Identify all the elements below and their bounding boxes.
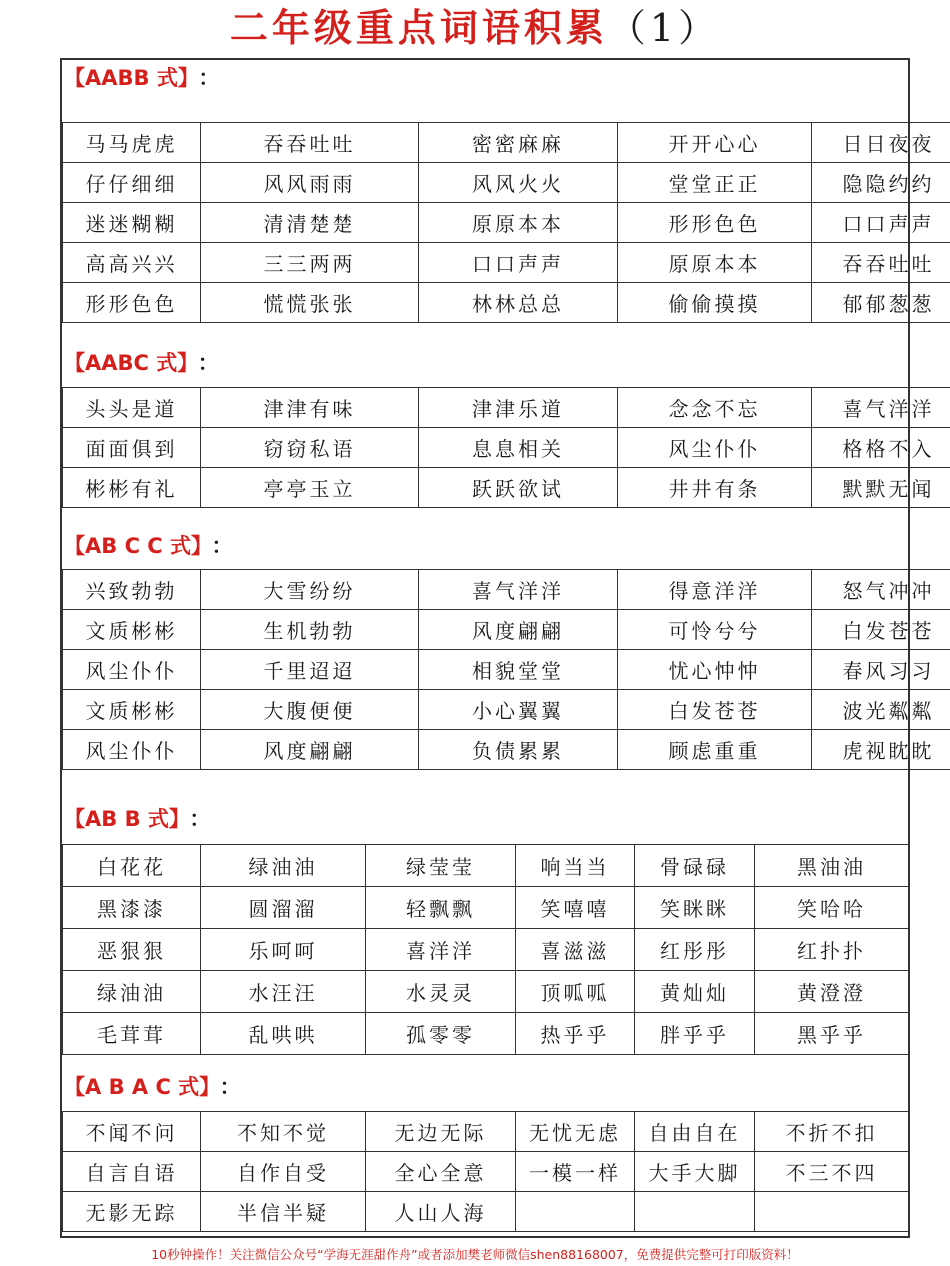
word-cell: 黑漆漆 — [63, 887, 201, 929]
word-cell: 红扑扑 — [755, 929, 909, 971]
word-cell: 隐隐约约 — [812, 163, 950, 203]
table-row — [63, 610, 950, 650]
section-header-label: 【AB B 式】 — [64, 807, 180, 831]
word-cell: 波光粼粼 — [812, 690, 950, 730]
word-cell: 白发苍苍 — [618, 690, 812, 730]
word-cell: 得意洋洋 — [618, 570, 812, 610]
table-row — [63, 730, 950, 770]
word-cell: 息息相关 — [419, 428, 618, 468]
word-cell: 轻飘飘 — [366, 887, 516, 929]
table-row — [63, 388, 950, 428]
word-cell: 自由自在 — [635, 1112, 755, 1152]
word-cell: 仔仔细细 — [63, 163, 201, 203]
word-cell: 笑嘻嘻 — [516, 887, 635, 929]
word-cell — [516, 1192, 635, 1232]
word-cell: 风风雨雨 — [201, 163, 419, 203]
word-cell: 风度翩翩 — [201, 730, 419, 770]
table-row — [63, 929, 909, 971]
word-table-aabb — [62, 122, 950, 323]
word-cell: 绿油油 — [63, 971, 201, 1013]
word-cell: 吞吞吐吐 — [812, 243, 950, 283]
word-cell: 红彤彤 — [635, 929, 755, 971]
word-cell: 乐呵呵 — [201, 929, 366, 971]
section-header-colon: ： — [198, 66, 220, 90]
table-row — [63, 1152, 909, 1192]
section-header-abb — [64, 803, 210, 835]
table-row — [63, 690, 950, 730]
word-cell: 笑眯眯 — [635, 887, 755, 929]
page-title-text: 二年级重点词语积累 — [229, 5, 608, 50]
word-cell: 无忧无虑 — [516, 1112, 635, 1152]
word-table-abac — [62, 1111, 909, 1232]
section-header-colon: ： — [197, 351, 219, 375]
word-cell: 慌慌张张 — [201, 283, 419, 323]
word-cell: 大腹便便 — [201, 690, 419, 730]
word-cell: 马马虎虎 — [63, 123, 201, 163]
word-table-abb — [62, 844, 909, 1055]
table-row — [63, 428, 950, 468]
word-cell: 春风习习 — [812, 650, 950, 690]
word-cell: 吞吞吐吐 — [201, 123, 419, 163]
word-cell: 迷迷糊糊 — [63, 203, 201, 243]
word-cell: 虎视眈眈 — [812, 730, 950, 770]
word-cell: 郁郁葱葱 — [812, 283, 950, 323]
section-header-label: 【AB C C 式】 — [64, 534, 202, 558]
word-cell: 堂堂正正 — [618, 163, 812, 203]
word-cell: 白发苍苍 — [812, 610, 950, 650]
word-cell: 胖乎乎 — [635, 1013, 755, 1055]
word-cell: 大手大脚 — [635, 1152, 755, 1192]
word-cell: 不折不扣 — [755, 1112, 909, 1152]
section-header-aabb — [64, 62, 219, 94]
word-cell: 原原本本 — [618, 243, 812, 283]
table-row — [63, 1112, 909, 1152]
word-cell: 黄灿灿 — [635, 971, 755, 1013]
word-cell: 风尘仆仆 — [63, 650, 201, 690]
word-cell: 黄澄澄 — [755, 971, 909, 1013]
section-header-aabc — [64, 347, 219, 379]
word-cell: 亭亭玉立 — [201, 468, 419, 508]
word-cell: 全心全意 — [366, 1152, 516, 1192]
word-cell: 自作自受 — [201, 1152, 366, 1192]
word-cell: 兴致勃勃 — [63, 570, 201, 610]
word-cell: 无影无踪 — [63, 1192, 201, 1232]
word-cell: 笑哈哈 — [755, 887, 909, 929]
table-row — [63, 650, 950, 690]
word-cell: 文质彬彬 — [63, 690, 201, 730]
word-cell: 面面俱到 — [63, 428, 201, 468]
section-header-abcc — [64, 530, 233, 562]
word-cell: 林林总总 — [419, 283, 618, 323]
word-cell: 头头是道 — [63, 388, 201, 428]
page-title — [0, 2, 950, 54]
word-table-aabc — [62, 387, 950, 508]
word-table-abcc — [62, 569, 950, 770]
table-row — [63, 887, 909, 929]
word-cell: 骨碌碌 — [635, 845, 755, 887]
word-cell: 忧心忡忡 — [618, 650, 812, 690]
word-cell: 喜洋洋 — [366, 929, 516, 971]
word-cell: 偷偷摸摸 — [618, 283, 812, 323]
word-cell: 绿莹莹 — [366, 845, 516, 887]
word-cell: 水灵灵 — [366, 971, 516, 1013]
word-cell: 热乎乎 — [516, 1013, 635, 1055]
word-cell — [755, 1192, 909, 1232]
table-row — [63, 243, 950, 283]
word-cell: 水汪汪 — [201, 971, 366, 1013]
word-cell: 响当当 — [516, 845, 635, 887]
word-cell: 清清楚楚 — [201, 203, 419, 243]
word-cell: 怒气冲冲 — [812, 570, 950, 610]
word-cell: 大雪纷纷 — [201, 570, 419, 610]
word-cell: 小心翼翼 — [419, 690, 618, 730]
word-cell: 口口声声 — [812, 203, 950, 243]
word-cell: 不知不觉 — [201, 1112, 366, 1152]
word-cell: 风尘仆仆 — [618, 428, 812, 468]
word-cell: 顾虑重重 — [618, 730, 812, 770]
word-cell: 孤零零 — [366, 1013, 516, 1055]
word-cell: 形形色色 — [63, 283, 201, 323]
word-cell: 井井有条 — [618, 468, 812, 508]
word-cell: 黑乎乎 — [755, 1013, 909, 1055]
word-cell: 风尘仆仆 — [63, 730, 201, 770]
word-cell: 恶狠狠 — [63, 929, 201, 971]
word-cell: 喜气洋洋 — [419, 570, 618, 610]
word-cell: 可怜兮兮 — [618, 610, 812, 650]
word-cell: 一模一样 — [516, 1152, 635, 1192]
table-row — [63, 845, 909, 887]
word-cell: 生机勃勃 — [201, 610, 419, 650]
word-cell: 自言自语 — [63, 1152, 201, 1192]
table-row — [63, 163, 950, 203]
word-cell: 窃窃私语 — [201, 428, 419, 468]
word-cell: 无边无际 — [366, 1112, 516, 1152]
word-cell: 喜滋滋 — [516, 929, 635, 971]
word-cell: 日日夜夜 — [812, 123, 950, 163]
word-cell: 默默无闻 — [812, 468, 950, 508]
word-cell: 津津乐道 — [419, 388, 618, 428]
table-row — [63, 971, 909, 1013]
word-cell: 人山人海 — [366, 1192, 516, 1232]
word-cell: 毛茸茸 — [63, 1013, 201, 1055]
word-cell: 念念不忘 — [618, 388, 812, 428]
word-cell: 三三两两 — [201, 243, 419, 283]
word-cell: 乱哄哄 — [201, 1013, 366, 1055]
section-header-abac — [64, 1071, 241, 1103]
word-cell: 半信半疑 — [201, 1192, 366, 1232]
page-title-number: （1） — [607, 6, 721, 50]
word-cell: 风风火火 — [419, 163, 618, 203]
word-cell: 喜气洋洋 — [812, 388, 950, 428]
word-cell: 密密麻麻 — [419, 123, 618, 163]
section-header-label: 【AABB 式】 — [64, 66, 189, 90]
word-cell: 黑油油 — [755, 845, 909, 887]
word-cell: 绿油油 — [201, 845, 366, 887]
word-cell: 千里迢迢 — [201, 650, 419, 690]
word-cell: 形形色色 — [618, 203, 812, 243]
table-row — [63, 283, 950, 323]
word-cell: 彬彬有礼 — [63, 468, 201, 508]
footer-notice: 10秒钟操作！关注微信公众号“学海无涯甜作舟”或者添加樊老师微信shen88168007，免费提供完整可打印版资料！ — [151, 1247, 799, 1262]
word-cell: 跃跃欲试 — [419, 468, 618, 508]
word-cell: 文质彬彬 — [63, 610, 201, 650]
table-row — [63, 1192, 909, 1232]
section-header-label: 【AABC 式】 — [64, 351, 188, 375]
section-header-colon: ： — [211, 534, 233, 558]
word-cell: 相貌堂堂 — [419, 650, 618, 690]
word-cell: 不三不四 — [755, 1152, 909, 1192]
table-row — [63, 203, 950, 243]
word-cell: 不闻不问 — [63, 1112, 201, 1152]
word-cell: 顶呱呱 — [516, 971, 635, 1013]
word-cell: 风度翩翩 — [419, 610, 618, 650]
table-row — [63, 123, 950, 163]
section-header-colon: ： — [189, 807, 211, 831]
table-row — [63, 468, 950, 508]
table-row — [63, 1013, 909, 1055]
word-cell: 负债累累 — [419, 730, 618, 770]
word-cell: 白花花 — [63, 845, 201, 887]
section-header-label: 【A B A C 式】 — [64, 1075, 210, 1099]
table-row — [63, 570, 950, 610]
word-cell: 津津有味 — [201, 388, 419, 428]
word-cell: 高高兴兴 — [63, 243, 201, 283]
word-cell: 口口声声 — [419, 243, 618, 283]
section-header-colon: ： — [219, 1075, 241, 1099]
word-cell — [635, 1192, 755, 1232]
word-cell: 圆溜溜 — [201, 887, 366, 929]
word-cell: 格格不入 — [812, 428, 950, 468]
word-cell: 原原本本 — [419, 203, 618, 243]
word-cell: 开开心心 — [618, 123, 812, 163]
